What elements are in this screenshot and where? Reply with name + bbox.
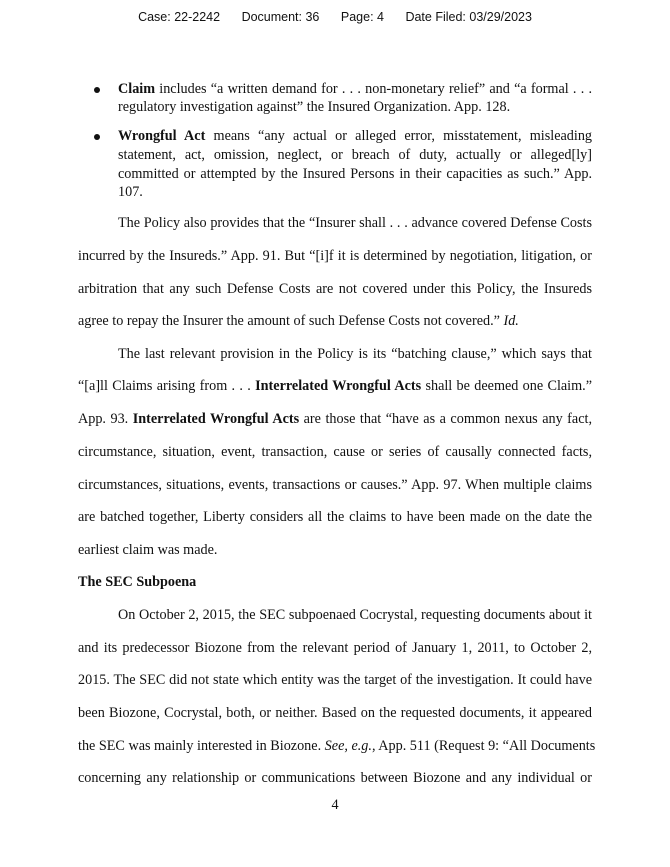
citation-signal: See, e.g. [324,738,372,754]
bullet-claim-line-2: regulatory investigation against” the Insured Organization. App. 128. [118,99,511,115]
para1-line-2: incurred by the Insureds.” App. 91. But “[i]f it is determined by negotiation, litigation, or [78,248,592,264]
bullet-wrongful-act-line-1: Wrongful Act means “any actual or alleged error, misstatement, misleading [118,128,593,144]
citation: Id. [503,313,519,329]
para3-line-4: been Biozone, Cocrystal, both, or neither. Based on the requested documents, it appeared [78,705,592,721]
bullet-icon [94,87,100,93]
para3-line-5: the SEC was mainly interested in Biozone. See, e.g., App. 511 (Request 9: “All Documents [78,738,596,754]
para1-line-3: arbitration that any such Defense Costs are not covered under this Policy, the Insureds [78,281,592,297]
para3-line-1: On October 2, 2015, the SEC subpoenaed Cocrystal, requesting documents about it [118,607,592,623]
section-heading: The SEC Subpoena [78,574,197,590]
para2-line-7: earliest claim was made. [78,542,218,558]
bullet-wrongful-act-line-4: 107. [118,184,143,200]
para2-line-3: App. 93. Interrelated Wrongful Acts are those that “have as a common nexus any fact, [78,411,592,427]
defined-term: Interrelated Wrongful Acts [255,378,422,394]
page-number: 4 [331,797,339,813]
filing-header [0,10,670,24]
bullet-icon [94,134,100,140]
para1-line-1: The Policy also provides that the “Insurer shall . . . advance covered Defense Costs [118,215,592,231]
para2-line-1: The last relevant provision in the Policy is its “batching clause,” which says that [118,346,592,362]
bullet-wrongful-act-line-3: committed or attempted by the Insured Persons in their capacities as such.” App. [118,166,592,182]
para2-line-2: “[a]ll Claims arising from . . . Interrelated Wrongful Acts shall be deemed one Claim.” [78,378,593,394]
para2-line-4: circumstance, situation, event, transaction, cause or series of causally connected facts, [78,444,592,460]
defined-term: Interrelated Wrongful Acts [132,411,300,427]
para3-line-2: and its predecessor Biozone from the relevant period of January 1, 2011, to October 2, [78,640,592,656]
bullet-wrongful-act-line-2: statement, act, omission, neglect, or breach of duty, actually or alleged[ly] [118,147,592,163]
date-filed: Date Filed: 03/29/2023 [405,10,532,24]
bullet-claim-line-1: Claim includes “a written demand for . . . non-monetary relief” and “a formal . . . [118,81,592,97]
para2-line-6: are batched together, Liberty considers all the claims to have been made on the date the [78,509,592,525]
para1-line-4: agree to repay the Insurer the amount of such Defense Costs not covered.” Id. [78,313,519,329]
page-label: Page: 4 [340,10,384,24]
document-number: Document: 36 [241,10,320,24]
defined-term: Wrongful Act [118,128,206,144]
defined-term: Claim [118,81,156,97]
para3-line-6: concerning any relationship or communications between Biozone and any individual or [78,770,592,786]
para2-line-5: circumstances, situations, events, transactions or causes.” App. 97. When multiple claims [78,477,592,493]
para3-line-3: 2015. The SEC did not state which entity was the target of the investigation. It could have [78,672,592,688]
case-number: Case: 22-2242 [138,10,221,24]
